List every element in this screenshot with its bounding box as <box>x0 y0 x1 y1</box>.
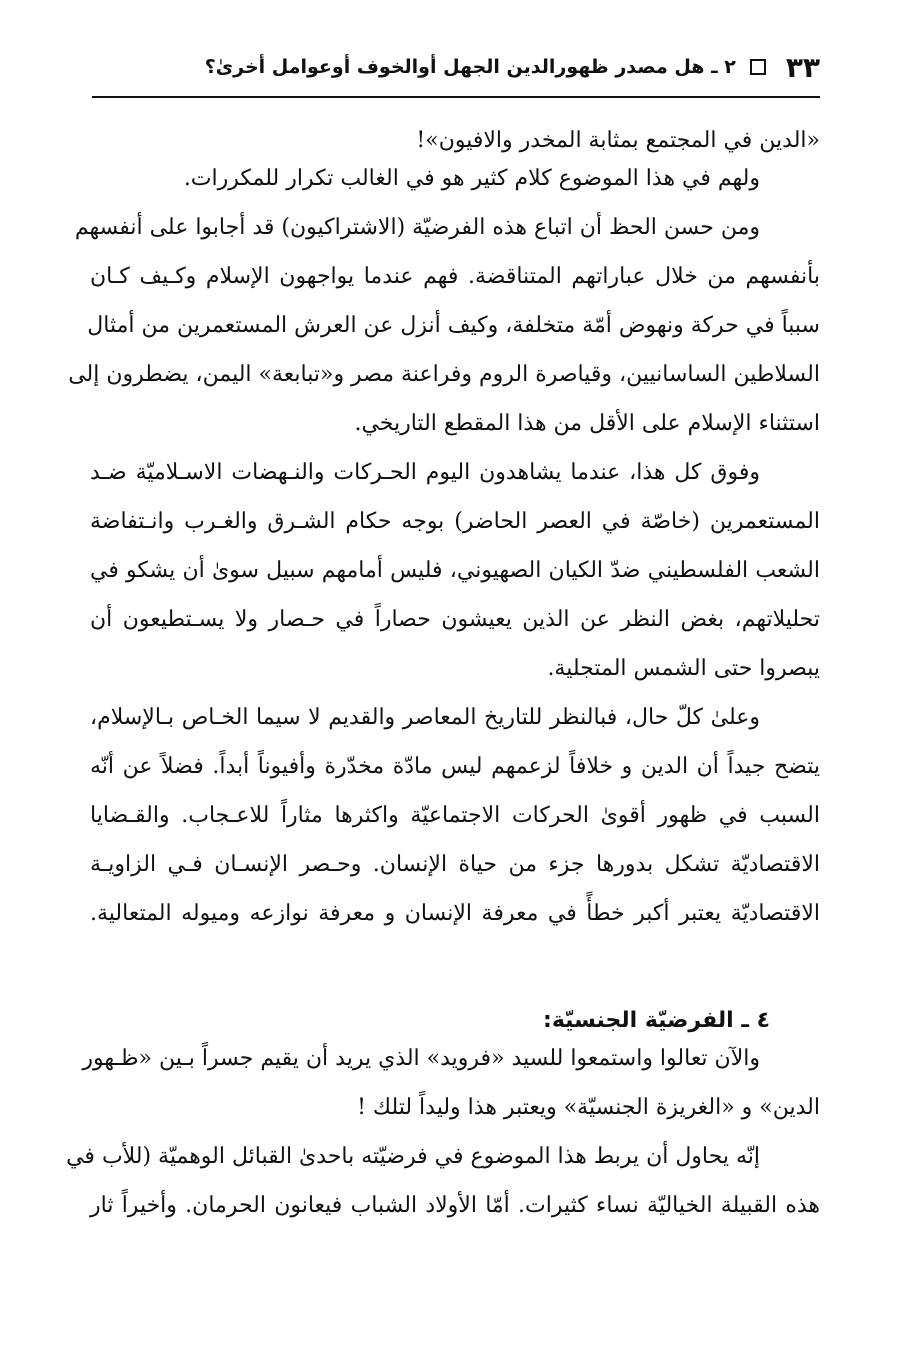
text-line: يبصروا حتى الشمس المتجلية. <box>547 656 820 681</box>
text-line: «الدين في المجتمع بمثابة المخدر والافيون»! <box>416 128 820 153</box>
text-line: ولهم في هذا الموضوع كلام كثير هو في الغالب تكرار للمكررات. <box>183 166 760 191</box>
body-text <box>66 122 821 1225</box>
text-line: سبباً في حركة ونهوض أمّة متخلفة، وكيف أنزل عن العرش المستعمرين من أمثال <box>87 313 820 338</box>
text-line: ومن حسن الحظ أن اتباع هذه الفرضيّة (الاشتراكيون) قد أجابوا على أنفسهم <box>74 215 760 240</box>
chapter-title: ٢ ـ هل مصدر ظهورالدين الجهل أوالخوف أوعوامل أخرىٰ؟ <box>204 56 736 78</box>
text-line: إنّه يحاول أن يربط هذا الموضوع في فرضيّته باحدىٰ القبائل الوهميّة (للأب في <box>66 1144 760 1169</box>
text-line: استثناء الإسلام على الأقل من هذا المقطع التاريخي. <box>354 411 820 436</box>
header-rule <box>92 96 820 98</box>
text-line: بأنفسهم من خلال عباراتهم المتناقضة. فهم عندما يواجهون الإسلام وكـيف كـان <box>90 264 820 289</box>
text-line: والآن تعالوا واستمعوا للسيد «فرويد» الذي يريد أن يقيم جسراً بـين «ظـهور <box>82 1046 760 1071</box>
text-line: وعلىٰ كلّ حال، فبالنظر للتاريخ المعاصر والقديم لا سيما الخـاص بـالإسلام، <box>90 705 760 730</box>
text-line: تحليلاتهم، بغض النظر عن الذين يعيشون حصاراً في حـصار ولا يسـتطيعون أن <box>90 607 820 632</box>
text-line: يتضح جيداً أن الدين و خلافاً لزعمهم ليس مادّة مخدّرة وأفيوناً أبداً. فضلاً عن أنّه <box>90 754 820 779</box>
text-line: الشعب الفلسطيني ضدّ الكيان الصهيوني، فليس أمامهم سبيل سوىٰ أن يشكو في <box>90 558 820 583</box>
running-header <box>88 40 820 94</box>
text-line: الدين» و «الغريزة الجنسيّة» ويعتبر هذا وليداً لتلك ! <box>357 1095 820 1120</box>
text-line: الاقتصاديّة تشكل بدورها جزء من حياة الإنسان. وحـصر الإنسـان فـي الزاويـة <box>90 852 820 877</box>
square-ornament-icon <box>750 59 766 75</box>
text-line: وفوق كل هذا، عندما يشاهدون اليوم الحـركات والنـهضات الاسـلاميّة ضـد <box>90 460 760 485</box>
text-line: هذه القبيلة الخياليّة نساء كثيرات. أمّا الأولاد الشباب فيعانون الحرمان. وأخيراً ثار <box>90 1193 821 1218</box>
text-line: السلاطين الساسانيين، وقياصرة الروم وفراعنة مصر و«تبابعة» اليمن، يضطرون إلى <box>68 362 820 387</box>
text-line: الاقتصاديّة يعتبر أكبر خطأً في معرفة الإنسان و معرفة نوازعه وميوله المتعالية. <box>90 901 820 926</box>
text-line: المستعمرين (خاصّة في العصر الحاضر) بوجه حكام الشـرق والغـرب وانـتفاضة <box>90 509 820 534</box>
text-line: السبب في ظهور أقوىٰ الحركات الاجتماعيّة واكثرها مثاراً للاعـجاب. والقـضايا <box>90 803 820 828</box>
page-number: ٣٣ <box>785 50 820 84</box>
section-heading: ٤ ـ الفرضيّة الجنسيّة: <box>543 1008 770 1033</box>
